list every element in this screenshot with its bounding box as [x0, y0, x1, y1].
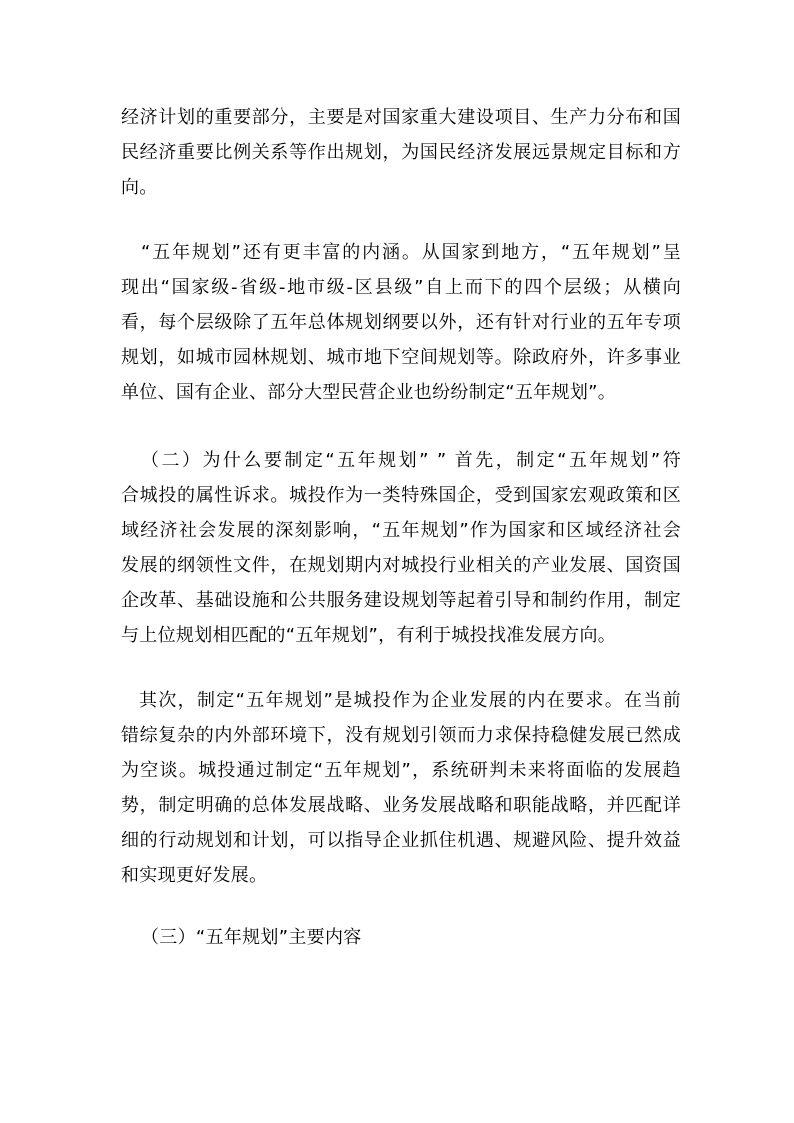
text-line: 民经济重要比例关系等作出规划，为国民经济发展远景规定目标和方 — [121, 142, 681, 163]
text-line: 向。 — [121, 177, 158, 198]
text-line: 现出“国家级-省级-地市级-区县级”自上而下的四个层级；从横向 — [121, 277, 681, 298]
text-line: 发展的纲领性文件，在规划期内对城投行业相关的产业发展、国资国 — [121, 555, 681, 576]
text-line: 域经济社会发展的深刻影响，“五年规划”作为国家和区域经济社会 — [121, 520, 681, 541]
text-line: 其次，制定“五年规划”是城投作为企业发展的内在要求。在当前 — [139, 690, 681, 711]
text-line: 细的行动规划和计划，可以指导企业抓住机遇、规避风险、提升效益 — [121, 830, 681, 851]
text-line: 看，每个层级除了五年总体规划纲要以外，还有针对行业的五年专项 — [121, 312, 681, 333]
text-line: 经济计划的重要部分，主要是对国家重大建设项目、生产力分布和国 — [121, 107, 681, 128]
text-line: “五年规划”还有更丰富的内涵。从国家到地方，“五年规划”呈 — [141, 242, 681, 263]
text-line: 企改革、基础设施和公共服务建设规划等起着引导和制约作用，制定 — [121, 590, 681, 611]
text-line: 错综复杂的内外部环境下，没有规划引领而力求保持稳健发展已然成 — [121, 725, 681, 746]
text-line: 势，制定明确的总体发展战略、业务发展战略和职能战略，并匹配详 — [121, 795, 681, 816]
text-line: 与上位规划相匹配的“五年规划”，有利于城投找准发展方向。 — [121, 625, 617, 646]
section-heading: （三）“五年规划”主要内容 — [141, 927, 362, 948]
text-line: （二）为什么要制定“五年规划” ” 首先，制定“五年规划”符 — [141, 450, 681, 471]
text-line: 为空谈。城投通过制定“五年规划”，系统研判未来将面临的发展趋 — [121, 760, 681, 781]
text-line: 单位、国有企业、部分大型民营企业也纷纷制定“五年规划”。 — [121, 382, 617, 403]
text-line: 和实现更好发展。 — [121, 865, 268, 886]
text-line: 规划，如城市园林规划、城市地下空间规划等。除政府外，许多事业 — [121, 347, 681, 368]
text-line: 合城投的属性诉求。城投作为一类特殊国企，受到国家宏观政策和区 — [121, 485, 681, 506]
